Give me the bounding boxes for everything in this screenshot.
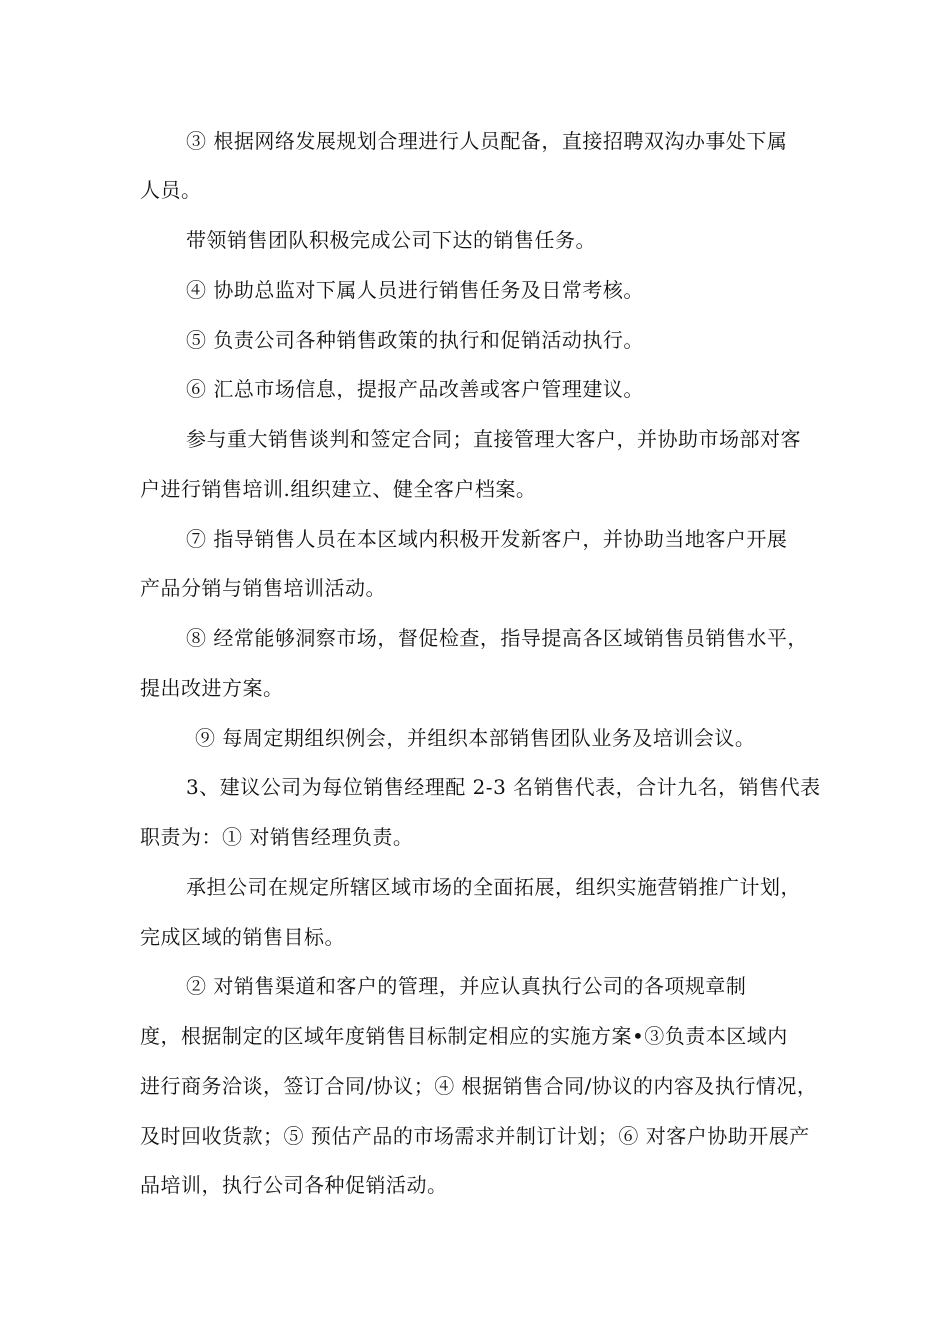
paragraph-line: 提出改进方案。 bbox=[140, 676, 284, 700]
paragraph-line: 完成区域的销售目标。 bbox=[140, 925, 345, 949]
paragraph-line: ④ 协助总监对下属人员进行销售任务及日常考核。 bbox=[186, 278, 644, 302]
paragraph-line: 度，根据制定的区域年度销售目标制定相应的实施方案•③负责本区域内 bbox=[140, 1024, 788, 1048]
paragraph-line: 承担公司在规定所辖区域市场的全面拓展，组织实施营销推广计划， bbox=[186, 875, 801, 899]
paragraph-line: ③ 根据网络发展规划合理进行人员配备，直接招聘双沟办事处下属 bbox=[186, 129, 788, 153]
paragraph-line: 品培训，执行公司各种促销活动。 bbox=[140, 1173, 448, 1197]
paragraph-line: ⑥ 汇总市场信息，提报产品改善或客户管理建议。 bbox=[186, 377, 644, 401]
paragraph-line: 进行商务洽谈，签订合同/协议；④ 根据销售合同/协议的内容及执行情况， bbox=[140, 1074, 818, 1098]
paragraph-line: ⑨ 每周定期组织例会，并组织本部销售团队业务及培训会议。 bbox=[195, 726, 756, 750]
paragraph-line: 带领销售团队积极完成公司下达的销售任务。 bbox=[186, 228, 596, 252]
paragraph-line: 户进行销售培训.组织建立、健全客户档案。 bbox=[140, 477, 537, 501]
paragraph-line: 参与重大销售谈判和签定合同；直接管理大客户，并协助市场部对客 bbox=[186, 427, 801, 451]
paragraph-line: ⑦ 指导销售人员在本区域内积极开发新客户，并协助当地客户开展 bbox=[186, 527, 788, 551]
paragraph-line: 职责为：① 对销售经理负责。 bbox=[140, 825, 414, 849]
paragraph-line: 3、建议公司为每位销售经理配 2-3 名销售代表，合计九名，销售代表 bbox=[186, 775, 821, 799]
paragraph-line: 产品分销与销售培训活动。 bbox=[140, 576, 386, 600]
paragraph-line: ⑧ 经常能够洞察市场，督促检查，指导提高各区域销售员销售水平， bbox=[186, 626, 808, 650]
paragraph-line: ② 对销售渠道和客户的管理，并应认真执行公司的各项规章制 bbox=[186, 974, 747, 998]
paragraph-line: ⑤ 负责公司各种销售政策的执行和促销活动执行。 bbox=[186, 328, 644, 352]
paragraph-line: 及时回收货款；⑤ 预估产品的市场需求并制订计划；⑥ 对客户协助开展产 bbox=[140, 1124, 810, 1148]
paragraph-line: 人员。 bbox=[140, 178, 202, 202]
